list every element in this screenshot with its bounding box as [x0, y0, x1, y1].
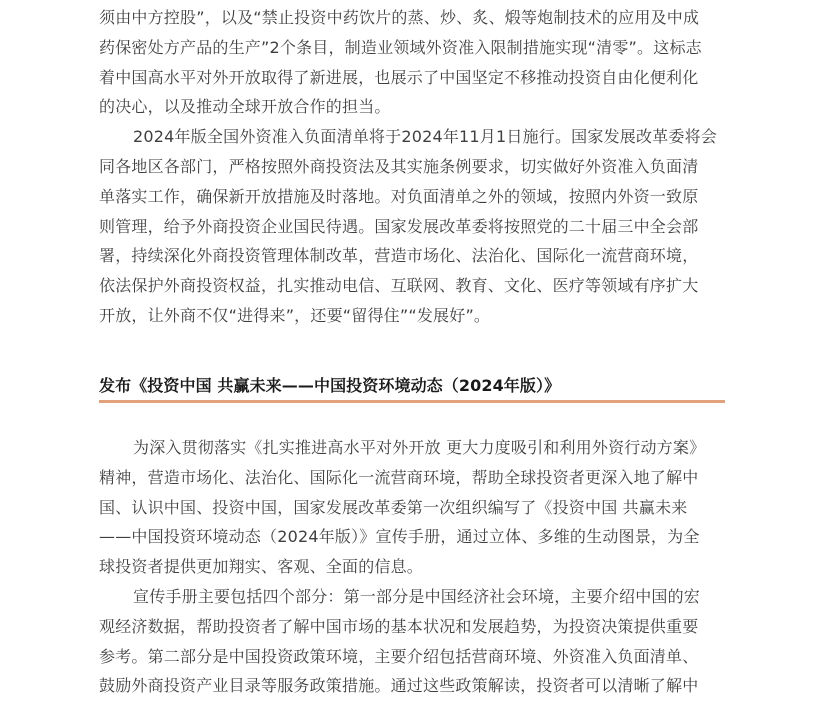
paragraph-line: 同各地区各部门，严格按照外商投资法及其实施条例要求，切实做好外资准入负面清: [99, 156, 699, 176]
paragraph-line: 开放，让外商不仅“进得来”，还要“留得住”“发展好”。: [99, 305, 491, 325]
paragraph-line: 2024年版全国外资准入负面清单将于2024年11月1日施行。国家发展改革委将会: [133, 127, 717, 147]
paragraph-line: ——中国投资环境动态（2024年版）》宣传手册，通过立体、多维的生动图景，为全: [99, 527, 700, 547]
paragraph-line: 鼓励外商投资产业目录等服务政策措施。通过这些政策解读，投资者可以清晰了解中: [99, 676, 699, 696]
paragraph-line: 药保密处方产品的生产”2个条目，制造业领域外资准入限制措施实现“清零”。这标志: [99, 37, 702, 57]
paragraph-line: 参考。第二部分是中国投资政策环境，主要介绍包括营商环境、外资准入负面清单、: [99, 646, 699, 666]
paragraph-line: 精神，营造市场化、法治化、国际化一流营商环境，帮助全球投资者更深入地了解中: [99, 467, 699, 487]
top-text-block: [99, 3, 717, 331]
paragraph-line: 单落实工作，确保新开放措施及时落地。对负面清单之外的领域，按照内外资一致原: [99, 186, 699, 206]
paragraph-line: 宣传手册主要包括四个部分：第一部分是中国经济社会环境，主要介绍中国的宏: [133, 586, 701, 606]
paragraph-line: 的决心，以及推动全球开放合作的担当。: [99, 97, 391, 117]
paragraph-3: [99, 433, 705, 582]
paragraph-1: [99, 3, 717, 122]
section-heading: [99, 373, 725, 403]
paragraph-4: [99, 582, 705, 701]
paragraph-line: 署，持续深化外商投资管理体制改革，营造市场化、法治化、国际化一流营商环境，: [99, 246, 699, 266]
paragraph-line: 则管理，给予外商投资企业国民待遇。国家发展改革委将按照党的二十届三中全会部: [99, 216, 699, 236]
paragraph-line: 依法保护外商投资权益，扎实推动电信、互联网、教育、文化、医疗等领域有序扩大: [99, 276, 699, 296]
paragraph-line: 为深入贯彻落实《扎实推进高水平对外开放 更大力度吸引和利用外资行动方案》: [133, 438, 706, 457]
paragraph-2: [99, 122, 717, 331]
bottom-text-block: [99, 433, 705, 701]
paragraph-line: 须由中方控股”，以及“禁止投资中药饮片的蒸、炒、炙、煅等炮制技术的应用及中成: [99, 8, 700, 27]
section-heading-text: 发布《投资中国 共赢未来——中国投资环境动态（2024年版）》: [99, 376, 561, 395]
paragraph-line: 观经济数据，帮助投资者了解中国市场的基本状况和发展趋势，为投资决策提供重要: [99, 616, 699, 636]
paragraph-line: 国、认识中国、投资中国，国家发展改革委第一次组织编写了《投资中国 共赢未来: [99, 497, 688, 517]
paragraph-line: 着中国高水平对外开放取得了新进展，也展示了中国坚定不移推动投资自由化便利化: [99, 67, 699, 87]
paragraph-line: 球投资者提供更加翔实、客观、全面的信息。: [99, 557, 424, 577]
